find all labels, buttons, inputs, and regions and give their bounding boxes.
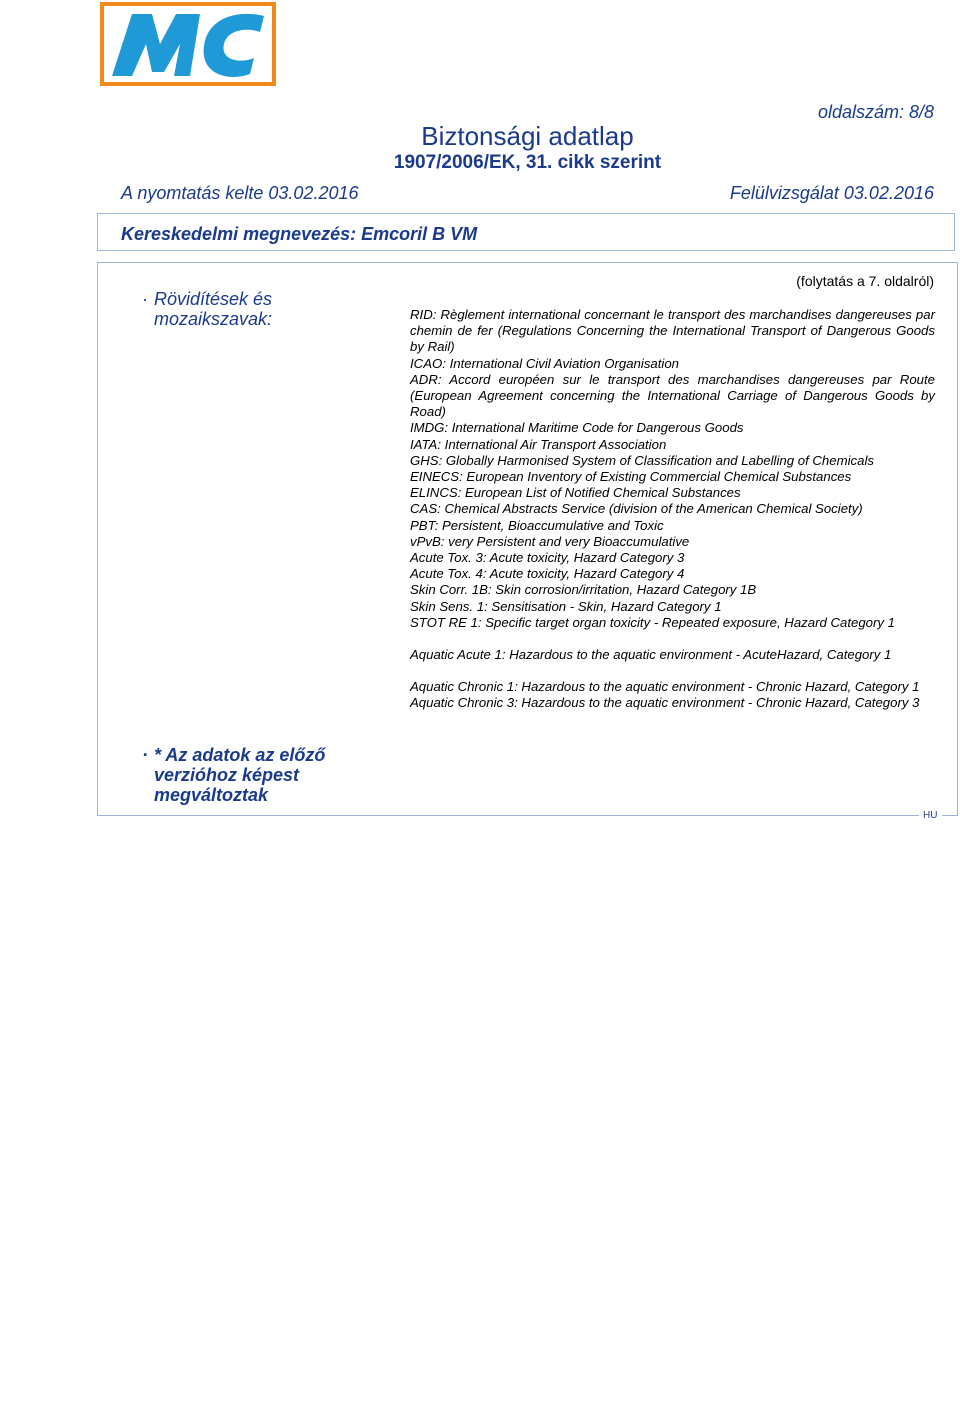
list-item: Acute Tox. 3: Acute toxicity, Hazard Category 3 [410,550,685,566]
list-item: GHS: Globally Harmonised System of Classification and Labelling of Chemicals [410,452,874,468]
abbreviations-label [142,289,272,329]
list-item: IMDG: International Maritime Code for Dangerous Goods [410,420,744,436]
changes-label-line2: verzióhoz képest [154,765,300,785]
changes-label-line3: megváltoztak [154,785,269,805]
continued-note: (folytatás a 7. oldalról) [796,273,934,289]
list-item: Skin Corr. 1B: Skin corrosion/irritation, Hazard Category 1B [410,582,757,598]
list-item: RID: Règlement international concernant le transport des marchandises dangereuses par chemin de fer (Regulations Concerning the International Transport of Dangerous Goods by Rail) [410,307,935,355]
document-subtitle: 1907/2006/EK, 31. cikk szerint [393,152,662,173]
list-item: PBT: Persistent, Bioaccumulative and Toxic [410,517,664,533]
abbreviations-label-line2: mozaikszavak: [154,309,273,329]
document-title: Biztonsági adatlap [421,121,634,151]
list-item: ELINCS: European List of Notified Chemical Substances [410,485,741,501]
language-tag: HU [923,810,938,821]
trade-name: Kereskedelmi megnevezés: Emcoril B VM [121,224,478,244]
print-date: A nyomtatás kelte 03.02.2016 [121,183,359,203]
list-item: ADR: Accord européen sur le transport des marchandises dangereuses par Route (European Agreement concerning the International Carriage of Dangerous Goods by Road) [410,371,935,420]
trade-name-box [97,213,955,251]
section-divider-end [942,815,958,816]
bullet: · [142,745,148,765]
list-item: Acute Tox. 4: Acute toxicity, Hazard Category 4 [410,566,685,582]
changes-label-line1: * Az adatok az előző [154,745,326,765]
list-item: Aquatic Acute 1: Hazardous to the aquatic environment - AcuteHazard, Category 1 [410,647,892,663]
page-number: oldalszám: 8/8 [817,102,934,122]
list-item: ICAO: International Civil Aviation Organisation [410,355,680,371]
abbreviations-label-line1: Rövidítések és [154,289,273,309]
list-item: CAS: Chemical Abstracts Service (division of the American Chemical Society) [410,501,863,517]
changes-label [142,745,325,805]
revision-date: Felülvizsgálat 03.02.2016 [729,183,934,203]
list-item: Skin Sens. 1: Sensitisation - Skin, Hazard Category 1 [410,598,722,614]
list-item: STOT RE 1: Specific target organ toxicity - Repeated exposure, Hazard Category 1 [410,614,895,630]
bullet: · [142,289,148,309]
list-item: IATA: International Air Transport Association [410,436,667,452]
list-item: Aquatic Chronic 3: Hazardous to the aquatic environment - Chronic Hazard, Category 3 [410,695,920,711]
abbreviations-list [410,307,935,712]
list-item: vPvB: very Persistent and very Bioaccumulative [410,533,690,549]
list-item: Aquatic Chronic 1: Hazardous to the aquatic environment - Chronic Hazard, Category 1 [410,679,920,695]
list-item: EINECS: European Inventory of Existing Commercial Chemical Substances [410,469,852,485]
mc-logo [100,2,276,86]
section-divider [97,815,919,816]
